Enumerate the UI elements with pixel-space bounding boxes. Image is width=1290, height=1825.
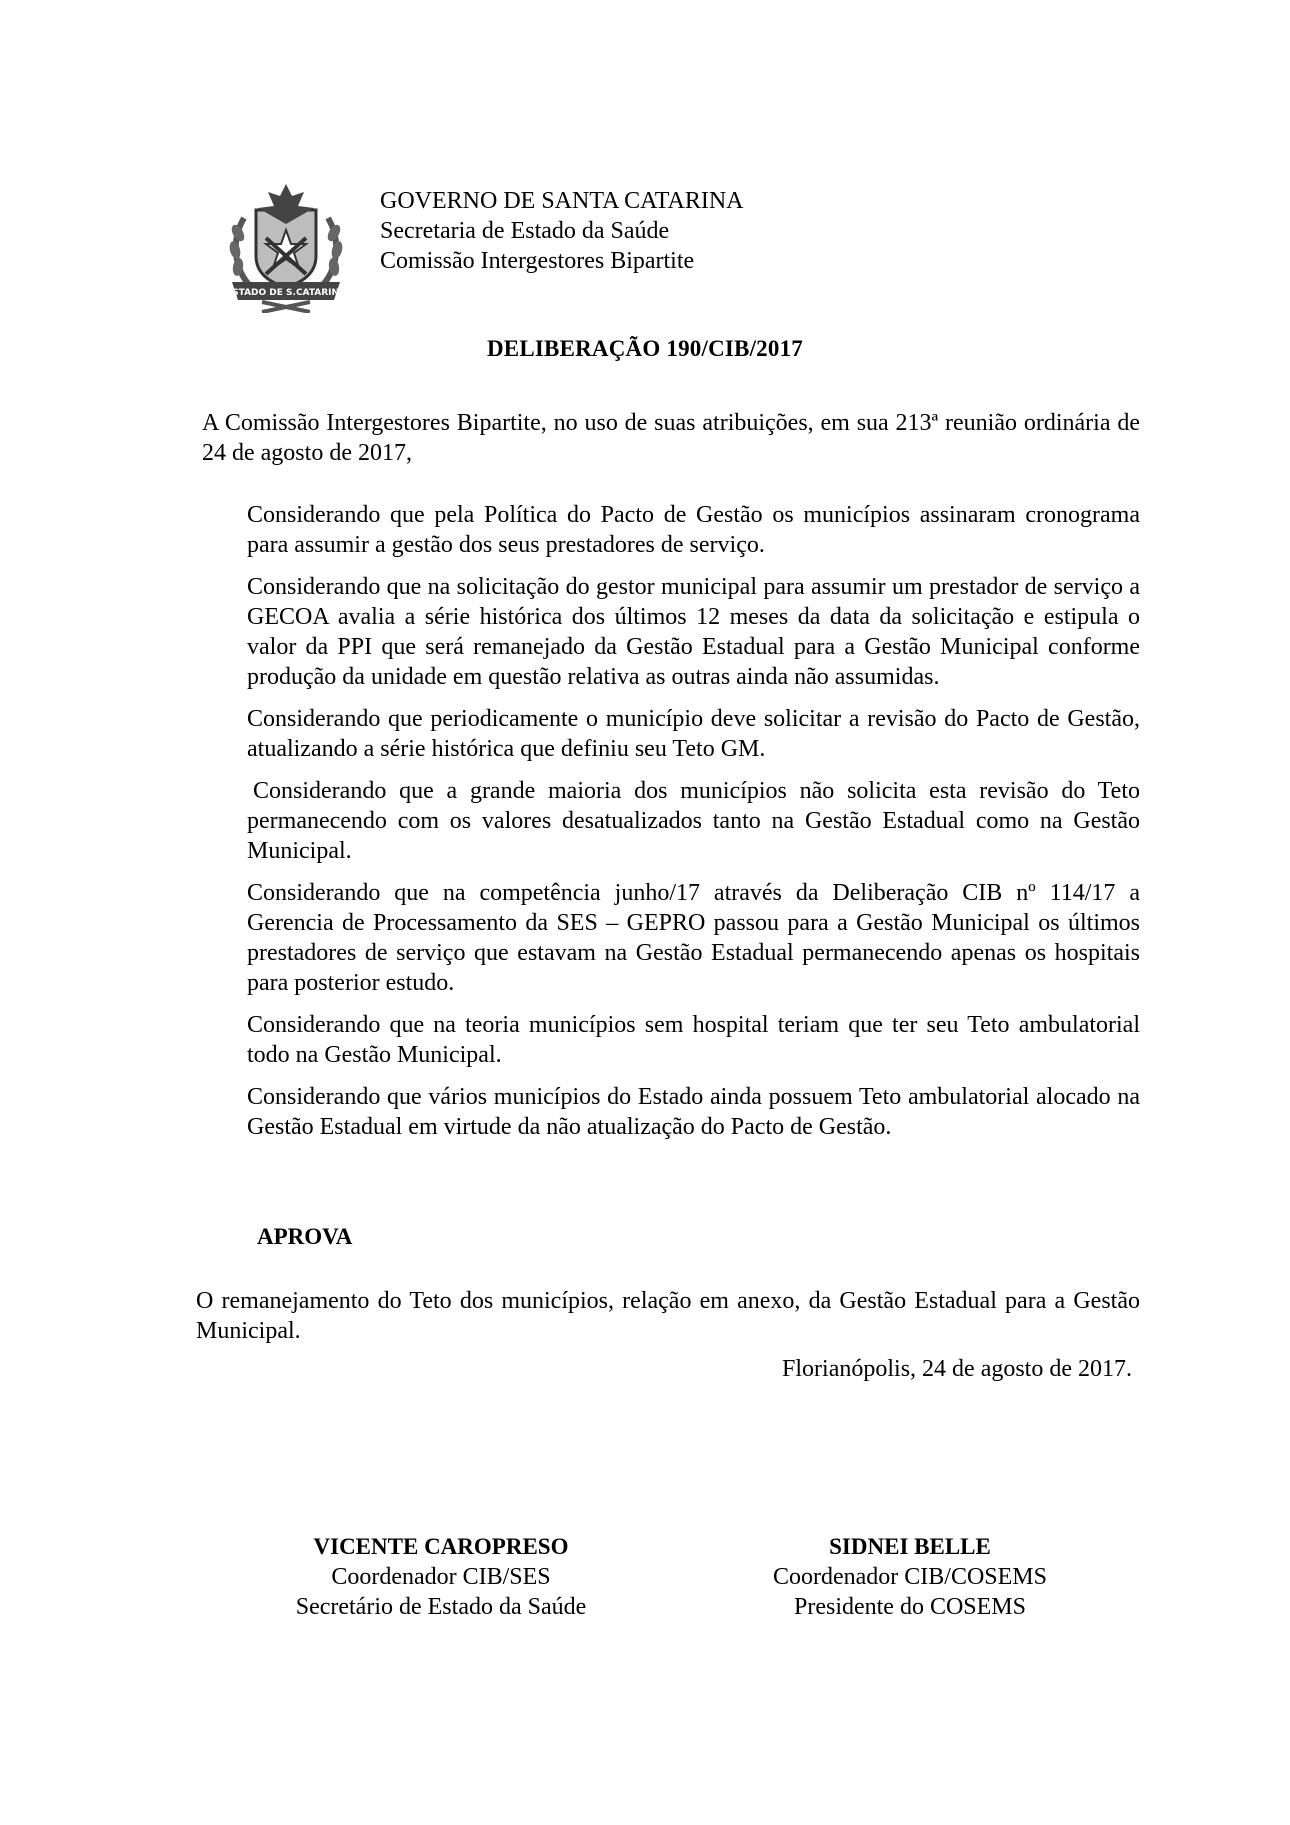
letterhead xyxy=(380,186,744,276)
aprova-heading: APROVA xyxy=(257,1224,353,1249)
signature-block-right xyxy=(700,1532,1120,1622)
signatory-role: Coordenador CIB/COSEMS xyxy=(772,1564,1047,1590)
considerandos-list xyxy=(247,500,1140,1154)
seal-ribbon-text: ESTADO DE S.CATARINA xyxy=(226,288,346,298)
signatory-name: VICENTE CAROPRESO xyxy=(313,1534,569,1559)
signatory-role: Coordenador CIB/SES xyxy=(331,1564,551,1590)
document-title: DELIBERAÇÃO 190/CIB/2017 xyxy=(487,336,803,361)
considerando-paragraph: Considerando que na solicitação do gestor municipal para assumir um prestador de serviço a GECOA avalia a série histórica dos últimos 12 meses da data da solicitação e estipula o valor da PPI que será remanejado da Gestão Estadual para a Gestão Municipal conforme produção da unidade em questão relativa as outras ainda não assumidas. xyxy=(247,574,1140,690)
considerando-paragraph: Considerando que vários municípios do Estado ainda possuem Teto ambulatorial alocado na Gestão Estadual em virtude da não atualização do Pacto de Gestão. xyxy=(247,1084,1140,1140)
considerando-paragraph: Considerando que na teoria municípios sem hospital teriam que ter seu Teto ambulatorial todo na Gestão Municipal. xyxy=(247,1012,1140,1068)
signatory-role: Secretário de Estado da Saúde xyxy=(295,1594,587,1620)
signatory-role: Presidente do COSEMS xyxy=(793,1594,1026,1620)
commission-name: Comissão Intergestores Bipartite xyxy=(380,248,695,274)
considerando-paragraph: Considerando que periodicamente o município deve solicitar a revisão do Pacto de Gestão, atualizando a série histórica que definiu seu Teto GM. xyxy=(247,706,1140,762)
intro-paragraph: A Comissão Intergestores Bipartite, no uso de suas atribuições, em sua 213ª reunião ordinária de 24 de agosto de 2017, xyxy=(202,410,1140,466)
considerando-paragraph: Considerando que na competência junho/17 através da Deliberação CIB nº 114/17 a Gerencia de Processamento da SES – GEPRO passou para a Gestão Municipal os últimos prestadores de serviço que estavam na Gestão Estadual permanecendo apenas os hospitais para posterior estudo. xyxy=(247,880,1140,996)
secretariat-name: Secretaria de Estado da Saúde xyxy=(380,218,670,244)
government-name: GOVERNO DE SANTA CATARINA xyxy=(380,188,744,214)
resolution-paragraph: O remanejamento do Teto dos municípios, relação em anexo, da Gestão Estadual para a Gestão Municipal. xyxy=(196,1288,1140,1344)
place-and-date: Florianópolis, 24 de agosto de 2017. xyxy=(782,1356,1132,1382)
signature-block-left xyxy=(231,1532,651,1622)
state-coat-of-arms-icon xyxy=(222,178,350,313)
considerando-paragraph: Considerando que a grande maioria dos municípios não solicita esta revisão do Teto permanecendo com os valores desatualizados tanto na Gestão Estadual como na Gestão Municipal. xyxy=(247,778,1140,864)
signatory-name: SIDNEI BELLE xyxy=(829,1534,991,1559)
considerando-paragraph: Considerando que pela Política do Pacto de Gestão os municípios assinaram cronograma para assumir a gestão dos seus prestadores de serviço. xyxy=(247,502,1140,558)
